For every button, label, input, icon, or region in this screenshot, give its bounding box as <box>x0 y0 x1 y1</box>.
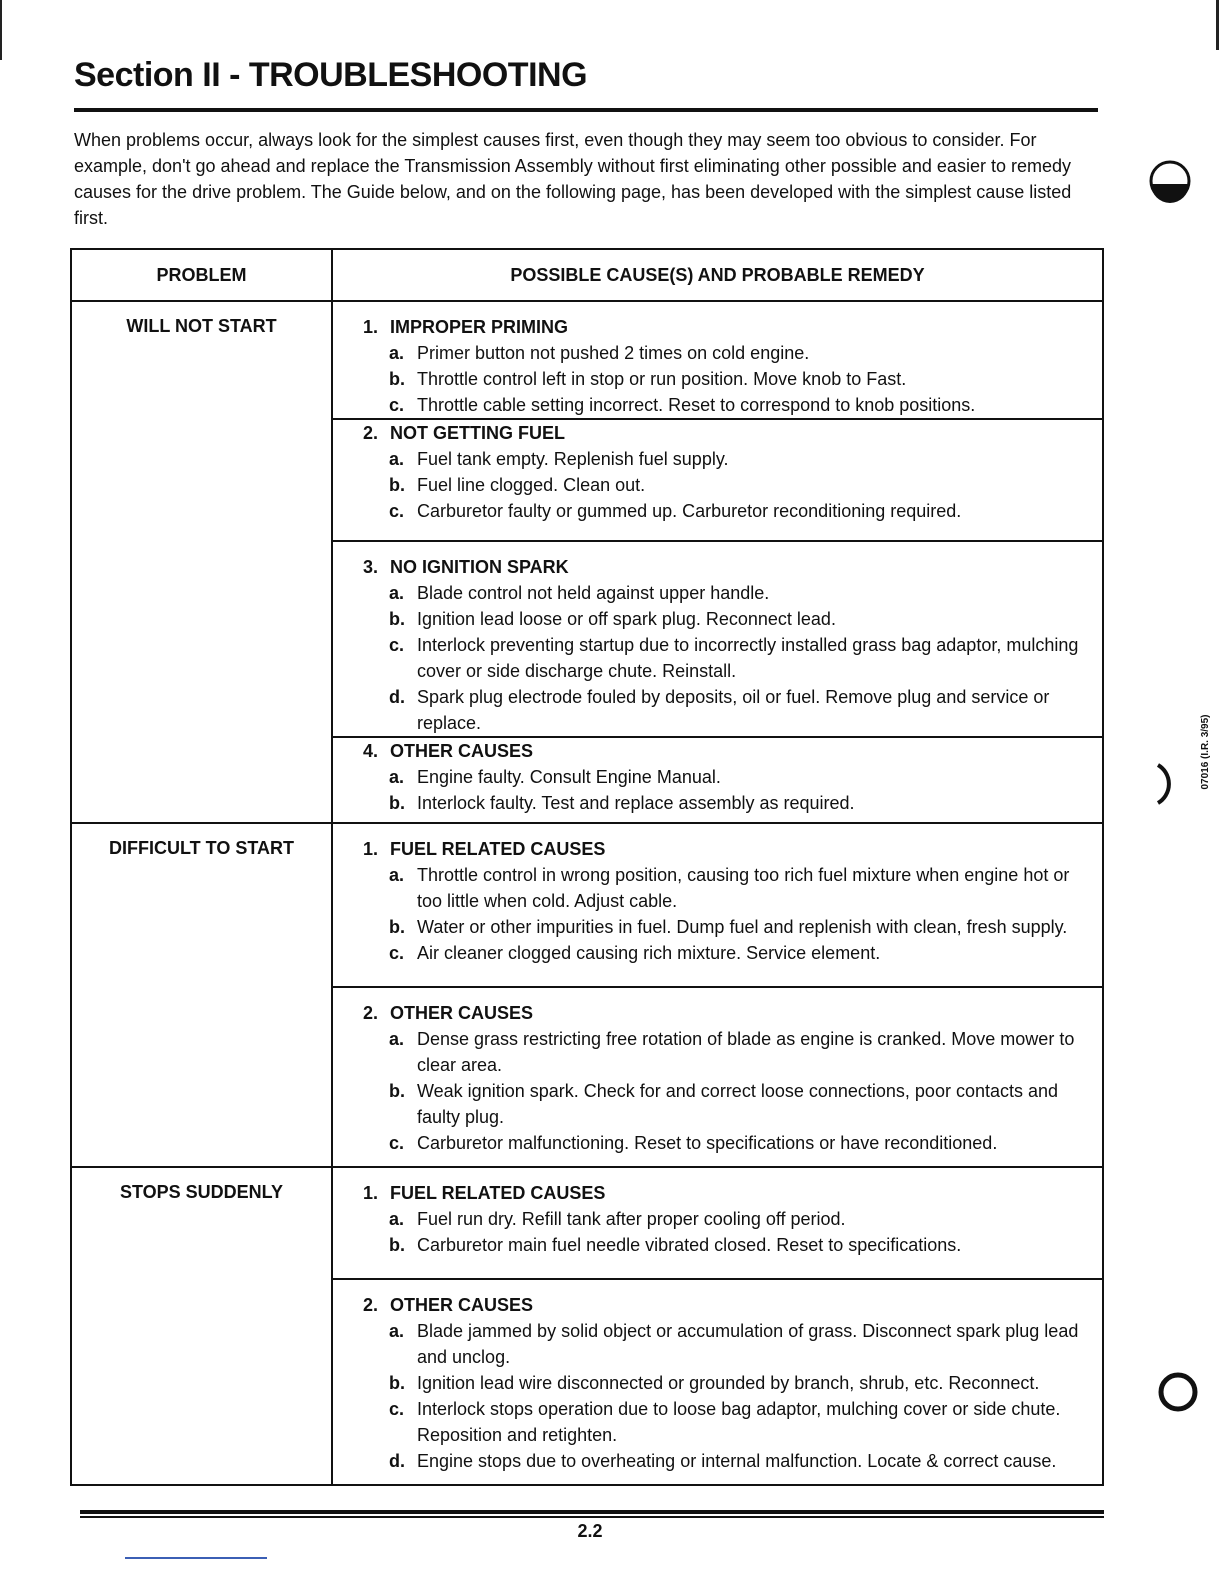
problem-row <box>72 824 1102 1168</box>
remedy-item <box>333 1396 1102 1448</box>
cause-heading <box>333 314 1102 340</box>
remedy-text: Air cleaner clogged causing rich mixture. Service element. <box>417 943 881 963</box>
remedy-text: Ignition lead wire disconnected or grounded by branch, shrub, etc. Reconnect. <box>417 1373 1040 1393</box>
remedy-text: Interlock stops operation due to loose bag adaptor, mulching cover or side chute. Reposition and retighten. <box>417 1399 1061 1445</box>
page-number: 2.2 <box>577 1521 603 1541</box>
remedy-text: Carburetor malfunctioning. Reset to specifications or have reconditioned. <box>417 1133 998 1153</box>
remedy-letter: a. <box>389 449 405 469</box>
cause-heading <box>333 554 1102 580</box>
remedy-text: Primer button not pushed 2 times on cold engine. <box>417 343 810 363</box>
cause-list <box>333 302 1102 822</box>
scan-edge-right <box>1216 0 1219 50</box>
remedy-item <box>333 606 1102 632</box>
header-cause-remedy: POSSIBLE CAUSE(S) AND PROBABLE REMEDY <box>510 264 925 285</box>
cause-heading <box>333 1000 1102 1026</box>
remedy-letter: a. <box>389 1029 405 1049</box>
remedy-item <box>333 1318 1102 1370</box>
intro-paragraph: When problems occur, always look for the simplest causes first, even though they may seem too obvious to consider. For example, don't go ahead and replace the Transmission Assembly without first eliminating other possible and easier to remedy causes for the drive problem. The Guide below, and on the following page, has been developed with the simplest cause listed first. <box>74 130 1072 228</box>
cause-title: IMPROPER PRIMING <box>390 317 569 337</box>
cause-number: 1. <box>363 839 379 859</box>
remedy-text: Interlock faulty. Test and replace assembly as required. <box>417 793 855 813</box>
cause-block <box>333 302 1102 420</box>
remedy-letter: d. <box>389 1451 405 1471</box>
cause-number: 2. <box>363 423 379 443</box>
cause-number: 1. <box>363 1183 379 1203</box>
remedy-letter: c. <box>389 501 405 521</box>
remedy-item <box>333 446 1102 472</box>
footer-divider <box>80 1510 1104 1514</box>
remedy-item <box>333 1130 1102 1156</box>
remedy-text: Carburetor main fuel needle vibrated closed. Reset to specifications. <box>417 1235 962 1255</box>
remedy-text: Throttle cable setting incorrect. Reset to correspond to knob positions. <box>417 395 976 415</box>
problem-row <box>72 302 1102 824</box>
remedy-text: Fuel line clogged. Clean out. <box>417 475 646 495</box>
cause-heading <box>333 738 1102 764</box>
title-divider <box>74 108 1098 112</box>
problem-label: DIFFICULT TO START <box>72 824 333 1166</box>
remedy-letter: a. <box>389 343 405 363</box>
cause-block <box>333 420 1102 542</box>
remedy-item <box>333 1448 1102 1474</box>
cause-title: NOT GETTING FUEL <box>390 423 565 443</box>
remedy-letter: c. <box>389 1399 405 1419</box>
cause-list <box>333 1168 1102 1484</box>
remedy-item <box>333 1370 1102 1396</box>
cause-block <box>333 824 1102 988</box>
remedy-item <box>333 366 1102 392</box>
cause-list <box>333 824 1102 1166</box>
remedy-text: Blade control not held against upper handle. <box>417 583 770 603</box>
remedy-item <box>333 472 1102 498</box>
cause-heading <box>333 836 1102 862</box>
remedy-letter: d. <box>389 687 405 707</box>
remedy-letter: a. <box>389 1321 405 1341</box>
remedy-item <box>333 340 1102 366</box>
remedy-text: Fuel run dry. Refill tank after proper cooling off period. <box>417 1209 846 1229</box>
remedy-text: Blade jammed by solid object or accumulation of grass. Disconnect spark plug lead and unclog. <box>417 1321 1079 1367</box>
remedy-item <box>333 1206 1102 1232</box>
footer-accent-line <box>125 1557 267 1559</box>
problem-label: WILL NOT START <box>72 302 333 822</box>
remedy-letter: b. <box>389 369 405 389</box>
problem-label: STOPS SUDDENLY <box>72 1168 333 1484</box>
remedy-letter: c. <box>389 395 405 415</box>
remedy-letter: c. <box>389 943 405 963</box>
remedy-letter: c. <box>389 1133 405 1153</box>
header-problem: PROBLEM <box>72 250 333 300</box>
cause-heading <box>333 420 1102 446</box>
binder-hole-icon <box>1142 155 1198 211</box>
remedy-item <box>333 790 1102 816</box>
remedy-item <box>333 1232 1102 1258</box>
remedy-item <box>333 1078 1102 1130</box>
remedy-text: Spark plug electrode fouled by deposits, oil or fuel. Remove plug and service or replace. <box>417 687 1050 733</box>
cause-block <box>333 1280 1102 1484</box>
remedy-letter: b. <box>389 475 405 495</box>
remedy-letter: b. <box>389 917 405 937</box>
binder-hole-icon <box>1150 757 1190 811</box>
troubleshooting-table <box>70 248 1104 1486</box>
remedy-item <box>333 580 1102 606</box>
cause-title: FUEL RELATED CAUSES <box>390 839 606 859</box>
remedy-text: Engine stops due to overheating or internal malfunction. Locate & correct cause. <box>417 1451 1057 1471</box>
remedy-letter: b. <box>389 1081 405 1101</box>
cause-title: OTHER CAUSES <box>390 1003 534 1023</box>
scan-edge-left <box>0 0 2 60</box>
remedy-text: Throttle control in wrong position, causing too rich fuel mixture when engine hot or too little when cold. Adjust cable. <box>417 865 1070 911</box>
binder-hole-icon <box>1156 1370 1200 1414</box>
remedy-letter: b. <box>389 1373 405 1393</box>
remedy-letter: b. <box>389 1235 405 1255</box>
remedy-text: Carburetor faulty or gummed up. Carburetor reconditioning required. <box>417 501 962 521</box>
cause-number: 4. <box>363 741 379 761</box>
remedy-text: Engine faulty. Consult Engine Manual. <box>417 767 721 787</box>
remedy-text: Interlock preventing startup due to incorrectly installed grass bag adaptor, mulching cover or side discharge chute. Reinstall. <box>417 635 1079 681</box>
remedy-item <box>333 1026 1102 1078</box>
remedy-letter: a. <box>389 583 405 603</box>
remedy-item <box>333 498 1102 524</box>
page-title: Section II - TROUBLESHOOTING <box>74 56 588 94</box>
remedy-letter: b. <box>389 793 405 813</box>
remedy-text: Weak ignition spark. Check for and correct loose connections, poor contacts and faulty plug. <box>417 1081 1059 1127</box>
remedy-text: Dense grass restricting free rotation of blade as engine is cranked. Move mower to clear area. <box>417 1029 1075 1075</box>
remedy-letter: b. <box>389 609 405 629</box>
cause-number: 1. <box>363 317 379 337</box>
cause-number: 2. <box>363 1295 379 1315</box>
remedy-item <box>333 862 1102 914</box>
remedy-item <box>333 764 1102 790</box>
cause-block <box>333 738 1102 822</box>
remedy-item <box>333 940 1102 966</box>
form-code: 07016 (I.R. 3/95) <box>1200 714 1211 790</box>
cause-block <box>333 988 1102 1166</box>
cause-title: FUEL RELATED CAUSES <box>390 1183 606 1203</box>
table-header-row <box>72 250 1102 302</box>
cause-block <box>333 1168 1102 1280</box>
problem-row <box>72 1168 1102 1484</box>
table-body <box>72 302 1102 1484</box>
cause-block <box>333 542 1102 738</box>
remedy-letter: a. <box>389 865 405 885</box>
remedy-item <box>333 392 1102 418</box>
cause-heading <box>333 1180 1102 1206</box>
remedy-item <box>333 684 1102 736</box>
cause-heading <box>333 1292 1102 1318</box>
cause-title: NO IGNITION SPARK <box>390 557 569 577</box>
remedy-letter: a. <box>389 767 405 787</box>
remedy-letter: c. <box>389 635 405 655</box>
remedy-text: Water or other impurities in fuel. Dump fuel and replenish with clean, fresh supply. <box>417 917 1068 937</box>
cause-title: OTHER CAUSES <box>390 741 534 761</box>
remedy-text: Ignition lead loose or off spark plug. Reconnect lead. <box>417 609 836 629</box>
cause-title: OTHER CAUSES <box>390 1295 534 1315</box>
remedy-text: Fuel tank empty. Replenish fuel supply. <box>417 449 729 469</box>
cause-number: 3. <box>363 557 379 577</box>
remedy-item <box>333 914 1102 940</box>
cause-number: 2. <box>363 1003 379 1023</box>
remedy-item <box>333 632 1102 684</box>
remedy-letter: a. <box>389 1209 405 1229</box>
remedy-text: Throttle control left in stop or run position. Move knob to Fast. <box>417 369 907 389</box>
